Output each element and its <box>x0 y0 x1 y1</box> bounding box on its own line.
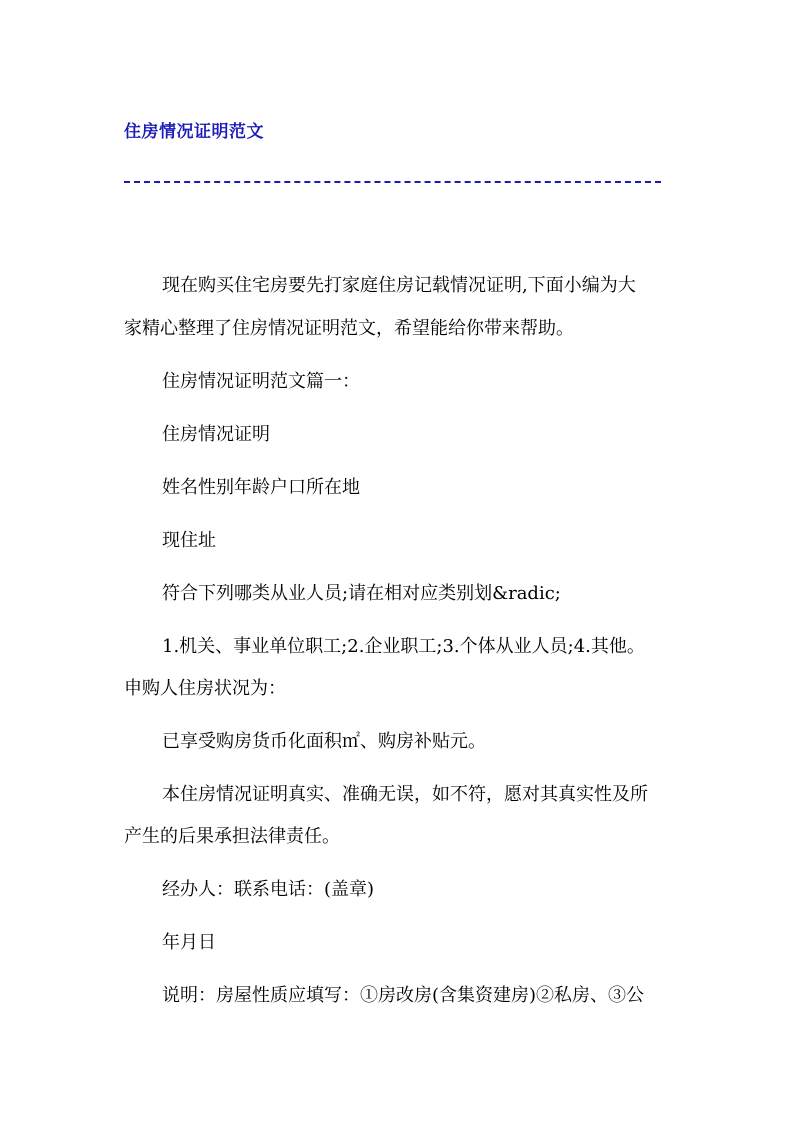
title-divider <box>124 181 661 183</box>
category-prompt <box>124 575 690 613</box>
applicant-status: 申购人住房状况为： <box>124 678 286 699</box>
date-line-text: 年月日 <box>162 932 216 953</box>
field-row-address-text: 现住址 <box>162 530 216 551</box>
intro-text-1: 现在购买住宅房要先打家庭住房记载情况证明,下面小编为大 <box>162 275 636 296</box>
date-line <box>124 924 690 962</box>
subsidy-line-text: 已享受购房货币化面积㎡、购房补贴元。 <box>162 731 486 752</box>
category-prompt-text: 符合下列哪类从业人员;请在相对应类别划&radic; <box>162 583 561 604</box>
section-heading-text: 住房情况证明范文篇一： <box>162 371 360 392</box>
signature-line <box>124 871 690 909</box>
form-title-text: 住房情况证明 <box>162 424 270 445</box>
field-row-address <box>124 522 690 560</box>
declaration-line-2: 产生的后果承担法律责任。 <box>124 826 340 847</box>
note-line-text: 说明：房屋性质应填写：①房改房(含集资建房)②私房、③公 <box>162 985 645 1006</box>
field-row-personal <box>124 469 690 507</box>
subsidy-line <box>124 723 690 761</box>
category-options-text: 1.机关、事业单位职工;2.企业职工;3.个体从业人员;4.其他。 <box>162 636 645 657</box>
signature-line-text: 经办人：联系电话：(盖章) <box>162 879 375 900</box>
intro-paragraph-line-2: 家精心整理了住房情况证明范文，希望能给你带来帮助。 <box>124 318 574 339</box>
note-line <box>124 977 690 1015</box>
category-options <box>124 628 690 666</box>
intro-paragraph-line-1 <box>124 267 690 305</box>
field-row-personal-text: 姓名性别年龄户口所在地 <box>162 477 360 498</box>
form-title <box>124 416 690 454</box>
declaration-text-1: 本住房情况证明真实、准确无误，如不符，愿对其真实性及所 <box>162 784 648 805</box>
document-title: 住房情况证明范文 <box>124 122 264 142</box>
declaration-line-1 <box>124 776 690 814</box>
section-heading <box>124 363 690 401</box>
